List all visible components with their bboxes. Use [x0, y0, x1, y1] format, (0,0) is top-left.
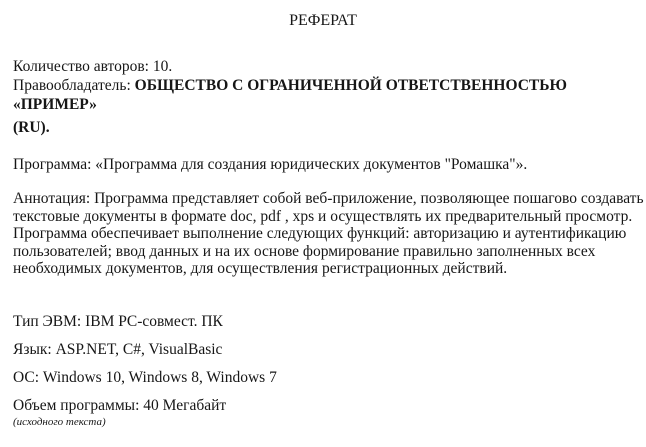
- program-title-line: Программа: «Программа для создания юридических документов "Ромашка"».: [13, 156, 528, 173]
- document-title: РЕФЕРАТ: [289, 12, 357, 29]
- spec-size-note: (исходного текста): [13, 416, 106, 428]
- annotation-line-2: текстовые документы в формате doc, pdf , xps и осуществлять их предварительный просмотр.: [13, 207, 633, 225]
- annotation-line-5: необходимых документов, для осуществления регистрационных действий.: [13, 260, 508, 277]
- authors-count-line: Количество авторов: 10.: [13, 58, 173, 75]
- spec-language: Язык: ASP.NET, C#, VisualBasic: [13, 341, 223, 358]
- annotation-line-1: Аннотация: Программа представляет собой веб-приложение, позволяющее пошагово создавать: [13, 190, 644, 207]
- specs-section: [13, 314, 640, 428]
- annotation-paragraph: [13, 190, 644, 278]
- annotation-line-3: Программа обеспечивает выполнение следующих функций: авторизацию и аутентификацию: [13, 225, 627, 242]
- rightsholder-line: [13, 76, 640, 114]
- spec-os: ОС: Windows 10, Windows 8, Windows 7: [13, 369, 277, 386]
- rightsholder-label: Правообладатель:: [13, 77, 135, 94]
- rightsholder-name: ОБЩЕСТВО С ОГРАНИЧЕННОЙ ОТВЕТСТВЕННОСТЬЮ «ПРИМЕР»: [13, 77, 567, 113]
- spec-program-size: Объем программы: 40 Мегабайт: [13, 397, 227, 414]
- authors-rightsholder-block: [13, 57, 640, 137]
- rightsholder-country: (RU).: [13, 119, 50, 136]
- annotation-line-4: пользователей; ввод данных и на их основе формирование правильно заполненных всех: [13, 242, 596, 260]
- spec-computer-type: Тип ЭВМ: IBM PC-совмест. ПК: [13, 313, 223, 330]
